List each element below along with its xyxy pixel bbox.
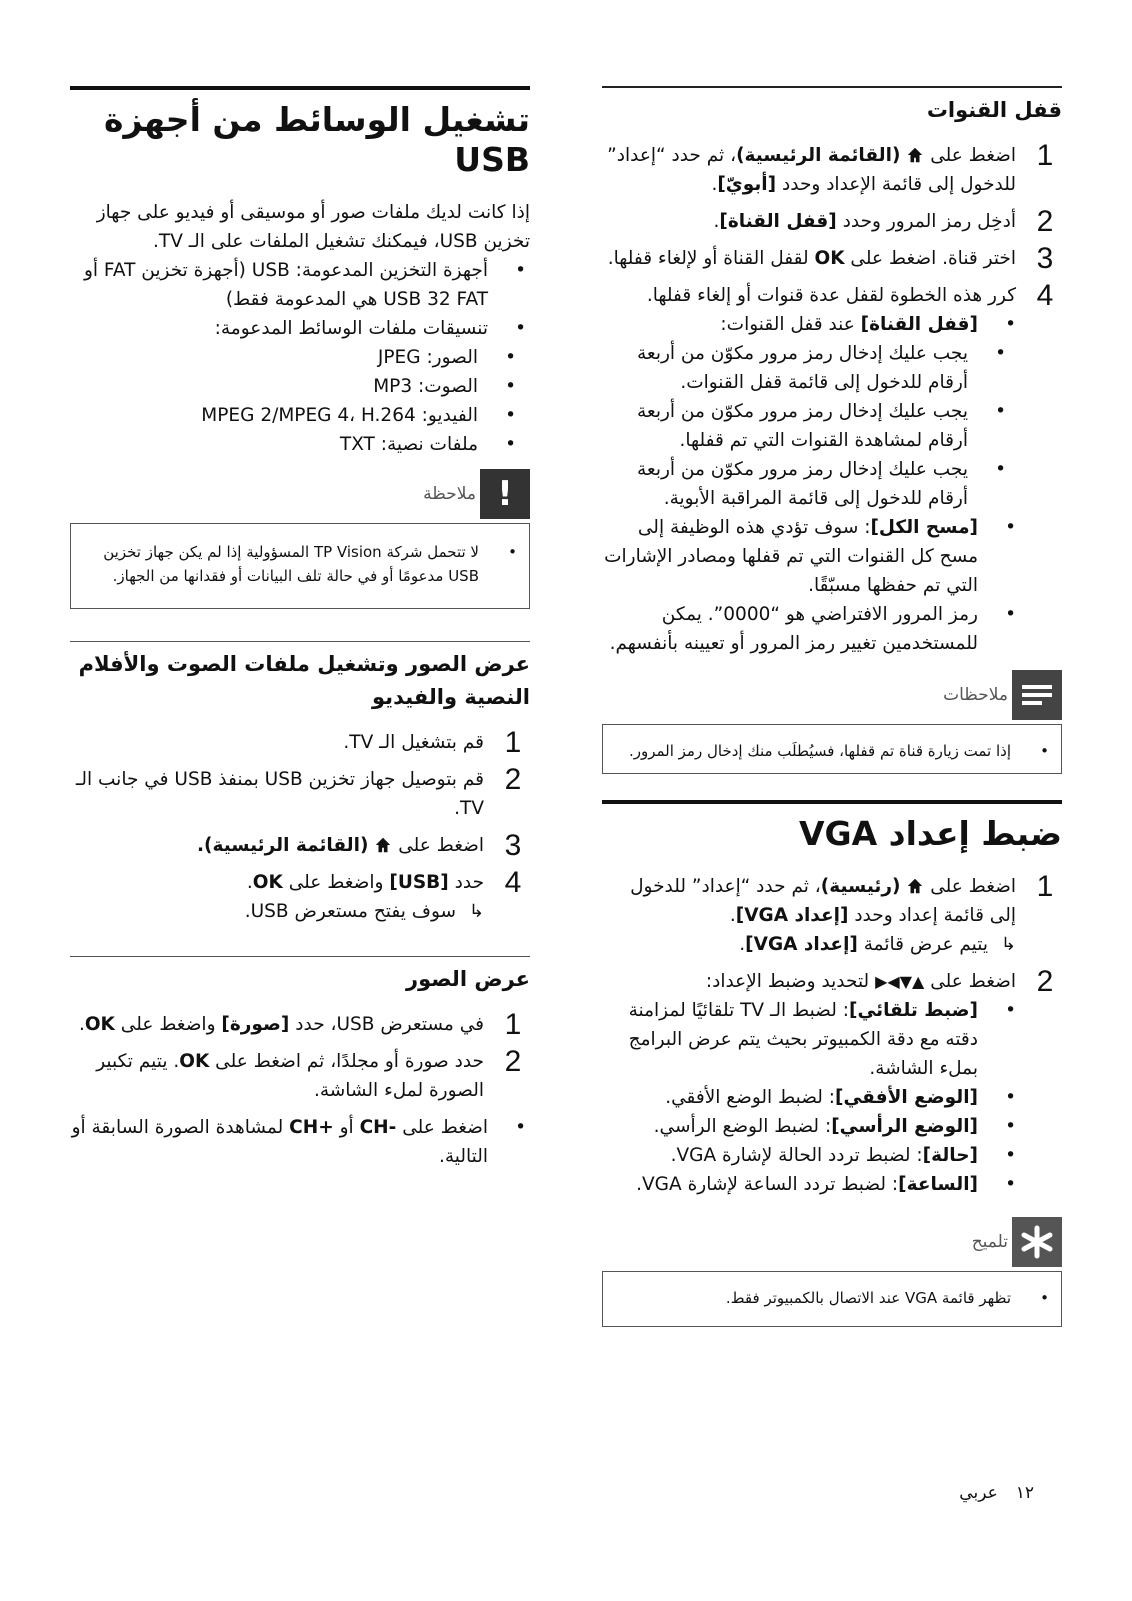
- list-item: • [حالة]: لضبط تردد الحالة لإشارة VGA.: [602, 1141, 1020, 1170]
- home-icon: [374, 836, 392, 854]
- list-item: • [مسح الكل]: سوف تؤدي هذه الوظيفة إلى مسح كل القنوات التي تم قفلها ومصادر الإشارات التي تم حفظها مسبّقًا.: [602, 513, 1020, 600]
- list-item: • الصوت: MP3: [70, 372, 530, 401]
- navigation-arrows-icon: ▲▼◀▶: [875, 972, 925, 991]
- bullet-list: [602, 996, 1020, 1199]
- list-item: • إذا تمت زيارة قناة تم قفلها، فسيُطلَب منك إدخال رمز المرور.: [611, 739, 1053, 763]
- step-item: 1 اضغط على (رئيسية)، ثم حدد “إعداد” للدخول إلى قائمة إعداد وحدد [إعداد VGA]. ↳ يتيم عرض قائمة [إعداد VGA].: [602, 872, 1062, 959]
- list-item: • يجب عليك إدخال رمز مرور مكوّن من أربعة أرقام للدخول إلى قائمة المراقبة الأبوية.: [602, 455, 1020, 513]
- section-title-channel-lock: قفل القنوات: [926, 98, 1062, 122]
- note-box: [70, 523, 530, 609]
- play-steps: [70, 728, 530, 926]
- right-column: [602, 86, 1062, 1327]
- step-number: 4: [504, 866, 522, 899]
- step-number: 1: [1036, 139, 1054, 172]
- step-number: 2: [1036, 205, 1054, 238]
- result-arrow-icon: ↳: [468, 901, 484, 922]
- list-item: • لا تتحمل شركة TP Vision المسؤولية إذا لم يكن جهاز تخزين USB مدعومًا أو في حالة تلف البيانات أو فقدانها من الجهاز.: [79, 540, 521, 588]
- step-number: 1: [504, 726, 522, 759]
- bullet-list: [70, 1113, 530, 1171]
- section-title-vga: ضبط إعداد VGA: [798, 814, 1062, 853]
- section-title-play-media: عرض الصور وتشغيل ملفات الصوت والأفلام النصية والفيديو: [78, 652, 530, 709]
- list-item: • [الوضع الرأسي]: لضبط الوضع الرأسي.: [602, 1112, 1020, 1141]
- step-number: 2: [1036, 965, 1054, 998]
- step-number: 3: [504, 829, 522, 862]
- sub-bullet-list: [70, 343, 530, 459]
- step-item: 3 اختر قناة. اضغط على OK لقفل القناة أو لإلغاء قفلها.: [602, 244, 1062, 273]
- sub-bullet-list: [602, 339, 1020, 513]
- note-list: [611, 739, 1053, 763]
- step-number: 2: [504, 1045, 522, 1078]
- step-item: 2 حدد صورة أو مجلدًا، ثم اضغط على OK. يتيم تكبير الصورة لملء الشاشة.: [70, 1047, 530, 1105]
- result-arrow-icon: ↳: [1000, 934, 1016, 955]
- note-header: [70, 471, 530, 517]
- list-item: • اضغط على -CH أو +CH لمشاهدة الصورة السابقة أو التالية.: [70, 1113, 530, 1171]
- home-icon: [906, 877, 924, 895]
- step-item: 2 قم بتوصيل جهاز تخزين USB بمنفذ USB في جانب الـ TV.: [70, 765, 530, 823]
- step-item: 1 اضغط على (القائمة الرئيسية)، ثم حدد “إعداد” للدخول إلى قائمة الإعداد وحدد [أبويّ].: [602, 141, 1062, 199]
- bullet-list: [70, 256, 530, 459]
- divider: [70, 956, 530, 957]
- section-title-photos: عرض الصور: [405, 967, 530, 991]
- tip-asterisk-icon: [1012, 1217, 1062, 1267]
- list-item: • [الوضع الأفقي]: لضبط الوضع الأفقي.: [602, 1083, 1020, 1112]
- result-line: ↳ سوف يفتح مستعرض USB.: [70, 897, 484, 926]
- divider: [602, 800, 1062, 804]
- list-item: • تنسيقات ملفات الوسائط المدعومة: • الصور: JPEG • الصوت: MP3 • الفيديو: MPEG 2/MPEG 4، H.264 • ملفات نصية: TXT: [70, 314, 530, 459]
- bullet-list: [602, 310, 1020, 658]
- note-label: ملاحظة: [423, 484, 476, 504]
- vga-steps: [602, 872, 1062, 1199]
- home-icon: [906, 146, 924, 164]
- divider: [70, 86, 530, 90]
- tip-box: [602, 1271, 1062, 1327]
- step-item: 4 حدد [USB] واضغط على OK. ↳ سوف يفتح مستعرض USB.: [70, 868, 530, 926]
- step-number: 1: [1036, 870, 1054, 903]
- list-item: • رمز المرور الافتراضي هو “0000”. يمكن للمستخدمين تغيير رمز المرور أو تعيينه بأنفسهم.: [602, 600, 1020, 658]
- list-item: • يجب عليك إدخال رمز مرور مكوّن من أربعة أرقام للدخول إلى قائمة قفل القنوات.: [602, 339, 1020, 397]
- list-item: • أجهزة التخزين المدعومة: USB (أجهزة تخزين FAT أو USB 32 FAT هي المدعومة فقط): [70, 256, 530, 314]
- channel-lock-steps: [602, 141, 1062, 658]
- tip-label: تلميح: [971, 1232, 1008, 1252]
- step-item: 3 اضغط على (القائمة الرئيسية).: [70, 831, 530, 860]
- step-number: 1: [504, 1008, 522, 1041]
- note-label: ملاحظات: [943, 685, 1008, 705]
- result-line: ↳ يتيم عرض قائمة [إعداد VGA].: [602, 930, 1016, 959]
- list-item: • [ضبط تلقائي]: لضبط الـ TV تلقائيًا لمزامنة دقته مع دقة الكمبيوتر بحيث يتم عرض البرامج بملء الشاشة.: [602, 996, 1020, 1083]
- step-item: 2 أدخِل رمز المرور وحدد [قفل القناة].: [602, 207, 1062, 236]
- list-item: • [الساعة]: لضبط تردد الساعة لإشارة VGA.: [602, 1170, 1020, 1199]
- list-item: • يجب عليك إدخال رمز مرور مكوّن من أربعة أرقام لمشاهدة القنوات التي تم قفلها.: [602, 397, 1020, 455]
- list-item: • ملفات نصية: TXT: [70, 430, 530, 459]
- list-item: • [قفل القناة] عند قفل القنوات: • يجب عليك إدخال رمز مرور مكوّن من أربعة أرقام للدخول إلى قائمة قفل القنوات. • يجب عليك إدخال رمز مرور مكوّن من أربعة أرقام لمشاهدة القنوات التي تم قفلها. • يجب عليك إدخال رمز مرور مكوّن من أربعة أرقام للدخول إلى قائمة المراقبة الأبوية.: [602, 310, 1020, 513]
- language-label: عربي: [959, 1483, 998, 1503]
- step-number: 2: [504, 763, 522, 796]
- step-number: 3: [1036, 242, 1054, 275]
- step-item: 2 اضغط على ▲▼◀▶ لتحديد وضبط الإعداد: • [ضبط تلقائي]: لضبط الـ TV تلقائيًا لمزامنة دقته مع دقة الكمبيوتر بحيث يتم عرض البرامج بملء الشاشة. • [الوضع الأفقي]: لضبط الوضع الأفقي. • [الوضع الرأسي]: لضبط الوضع الرأسي. • [حالة]: لضبط تردد الحالة لإشارة VGA. • [الساعة]: لضبط تردد الساعة لإشارة VGA.: [602, 967, 1062, 1199]
- photos-steps: [70, 1010, 530, 1105]
- tip-list: [611, 1286, 1053, 1310]
- step-number: 4: [1036, 279, 1054, 312]
- exclamation-icon: !: [480, 469, 530, 519]
- step-item: 1 قم بتشغيل الـ TV.: [70, 728, 530, 757]
- step-item: 1 في مستعرض USB، حدد [صورة] واضغط على OK.: [70, 1010, 530, 1039]
- list-item: • الفيديو: MPEG 2/MPEG 4، H.264: [70, 401, 530, 430]
- page-footer: [941, 1483, 1034, 1503]
- tip-header: [602, 1219, 1062, 1265]
- divider: [602, 86, 1062, 88]
- note-list: [79, 540, 521, 588]
- list-item: • تظهر قائمة VGA عند الاتصال بالكمبيوتر فقط.: [611, 1286, 1053, 1310]
- section-title-usb: تشغيل الوسائط من أجهزة USB: [104, 100, 530, 179]
- step-item: 4 كرر هذه الخطوة لقفل عدة قنوات أو إلغاء قفلها. • [قفل القناة] عند قفل القنوات: • يجب عليك إدخال رمز مرور مكوّن من أربعة أرقام للدخول إلى قائمة قفل القنوات. • يجب عليك إدخال رمز مرور مكوّن من أربعة أرقام لمشاهدة القنوات التي تم قفلها. • يجب عليك إدخال رمز مرور مكوّن من أربعة أرقام للدخول إلى قائمة المراقبة الأبوية. • [مسح الكل]: سوف تؤدي هذه الوظيفة إلى مسح كل القنوات التي تم قفلها ومصادر الإشارات التي تم حفظها مسبّقًا. • رمز المرور الافتراضي هو “0000”. يمكن للمستخدمين تغيير رمز المرور أو تعيينه بأنفسهم.: [602, 281, 1062, 658]
- list-item: • الصور: JPEG: [70, 343, 530, 372]
- note-box: [602, 724, 1062, 774]
- usb-intro: إذا كانت لديك ملفات صور أو موسيقى أو فيديو على جهاز تخزين USB، فيمكنك تشغيل الملفات على الـ TV.: [96, 202, 530, 252]
- note-header: [602, 672, 1062, 718]
- note-icon: [1012, 670, 1062, 720]
- page-number: ١٢: [1015, 1483, 1034, 1503]
- divider: [70, 641, 530, 642]
- left-column: [70, 86, 530, 1171]
